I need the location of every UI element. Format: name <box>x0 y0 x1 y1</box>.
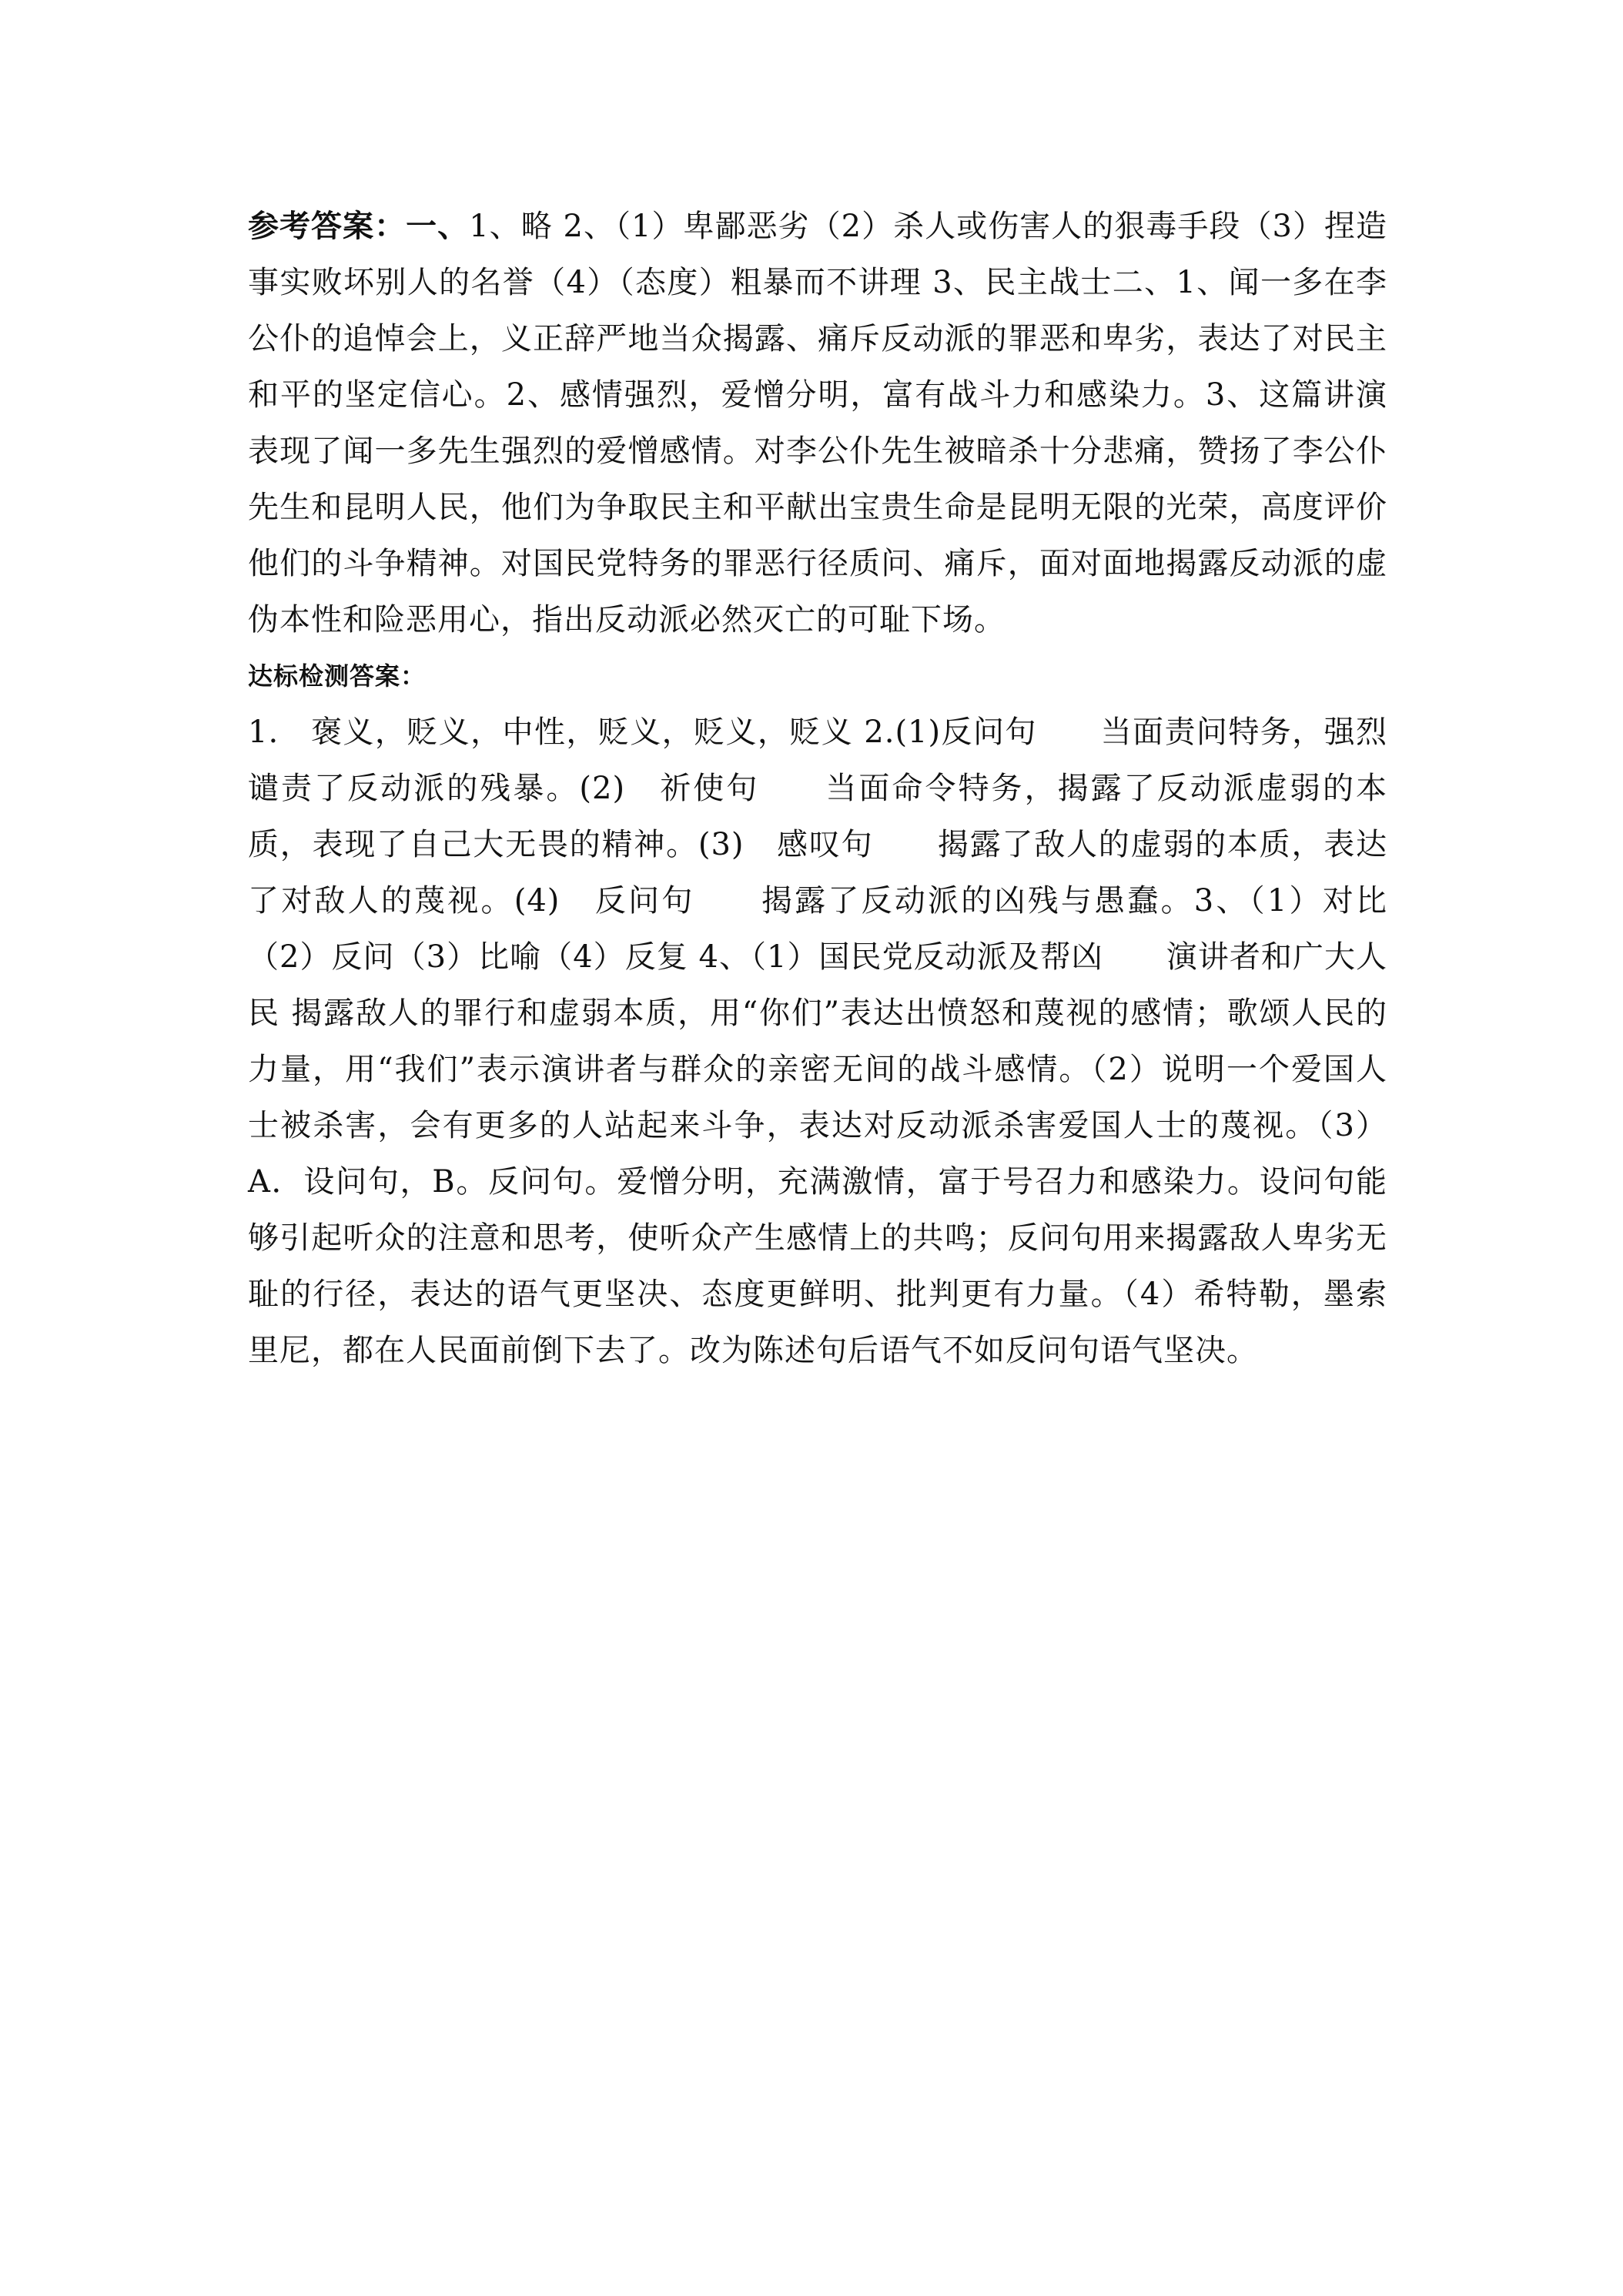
answer-paragraph-1 <box>248 199 1387 648</box>
section-heading: 达标检测答案： <box>248 661 427 691</box>
answer-lead-label: 参考答案：一、 <box>248 209 470 244</box>
document-content <box>248 199 1387 1379</box>
answer-paragraph-2: 1. 褒义，贬义，中性，贬义，贬义，贬义 2.(1)反问句 当面责问特务，强烈谴责了反动派的残暴。(2) 祈使句 当面命令特务，揭露了反动派虚弱的本质，表现了自己大无畏的精神。(3) 感叹句 揭露了敌人的虚弱的本质，表达了对敌人的蔑视。(4) 反问句 揭露了反动派的凶残与愚蠢。3、（1）对比（2）反问（3）比喻（4）反复 4、（1）国民党反动派及帮凶 演讲者和广大人民 揭露敌人的罪行和虚弱本质，用“你们”表达出愤怒和蔑视的感情；歌颂人民的力量，用“我们”表示演讲者与群众的亲密无间的战斗感情。（2）说明一个爱国人士被杀害，会有更多的人站起来斗争，表达对反动派杀害爱国人士的蔑视。（3）A．设问句，B。反问句。爱憎分明，充满激情，富于号召力和感染力。设问句能够引起听众的注意和思考，使听众产生感情上的共鸣；反问句用来揭露敌人卑劣无耻的行径，表达的语气更坚决、态度更鲜明、批判更有力量。（4）希特勒，墨索里尼，都在人民面前倒下去了。改为陈述句后语气不如反问句语气坚决。 <box>248 715 1387 1368</box>
answer-body-1: 1、略 2、（1）卑鄙恶劣（2）杀人或伤害人的狠毒手段（3）捏造事实败坏别人的名誉（4）（态度）粗暴而不讲理 3、民主战士二、1、闻一多在李公仆的追悼会上，义正辞严地当众揭露、痛斥反动派的罪恶和卑劣，表达了对民主和平的坚定信心。2、感情强烈，爱憎分明，富有战斗力和感染力。3、这篇讲演表现了闻一多先生强烈的爱憎感情。对李公仆先生被暗杀十分悲痛，赞扬了李公仆先生和昆明人民，他们为争取民主和平献出宝贵生命是昆明无限的光荣，高度评价他们的斗争精神。对国民党特务的罪恶行径质问、痛斥，面对面地揭露反动派的虚伪本性和险恶用心，指出反动派必然灭亡的可耻下场。 <box>248 209 1388 638</box>
